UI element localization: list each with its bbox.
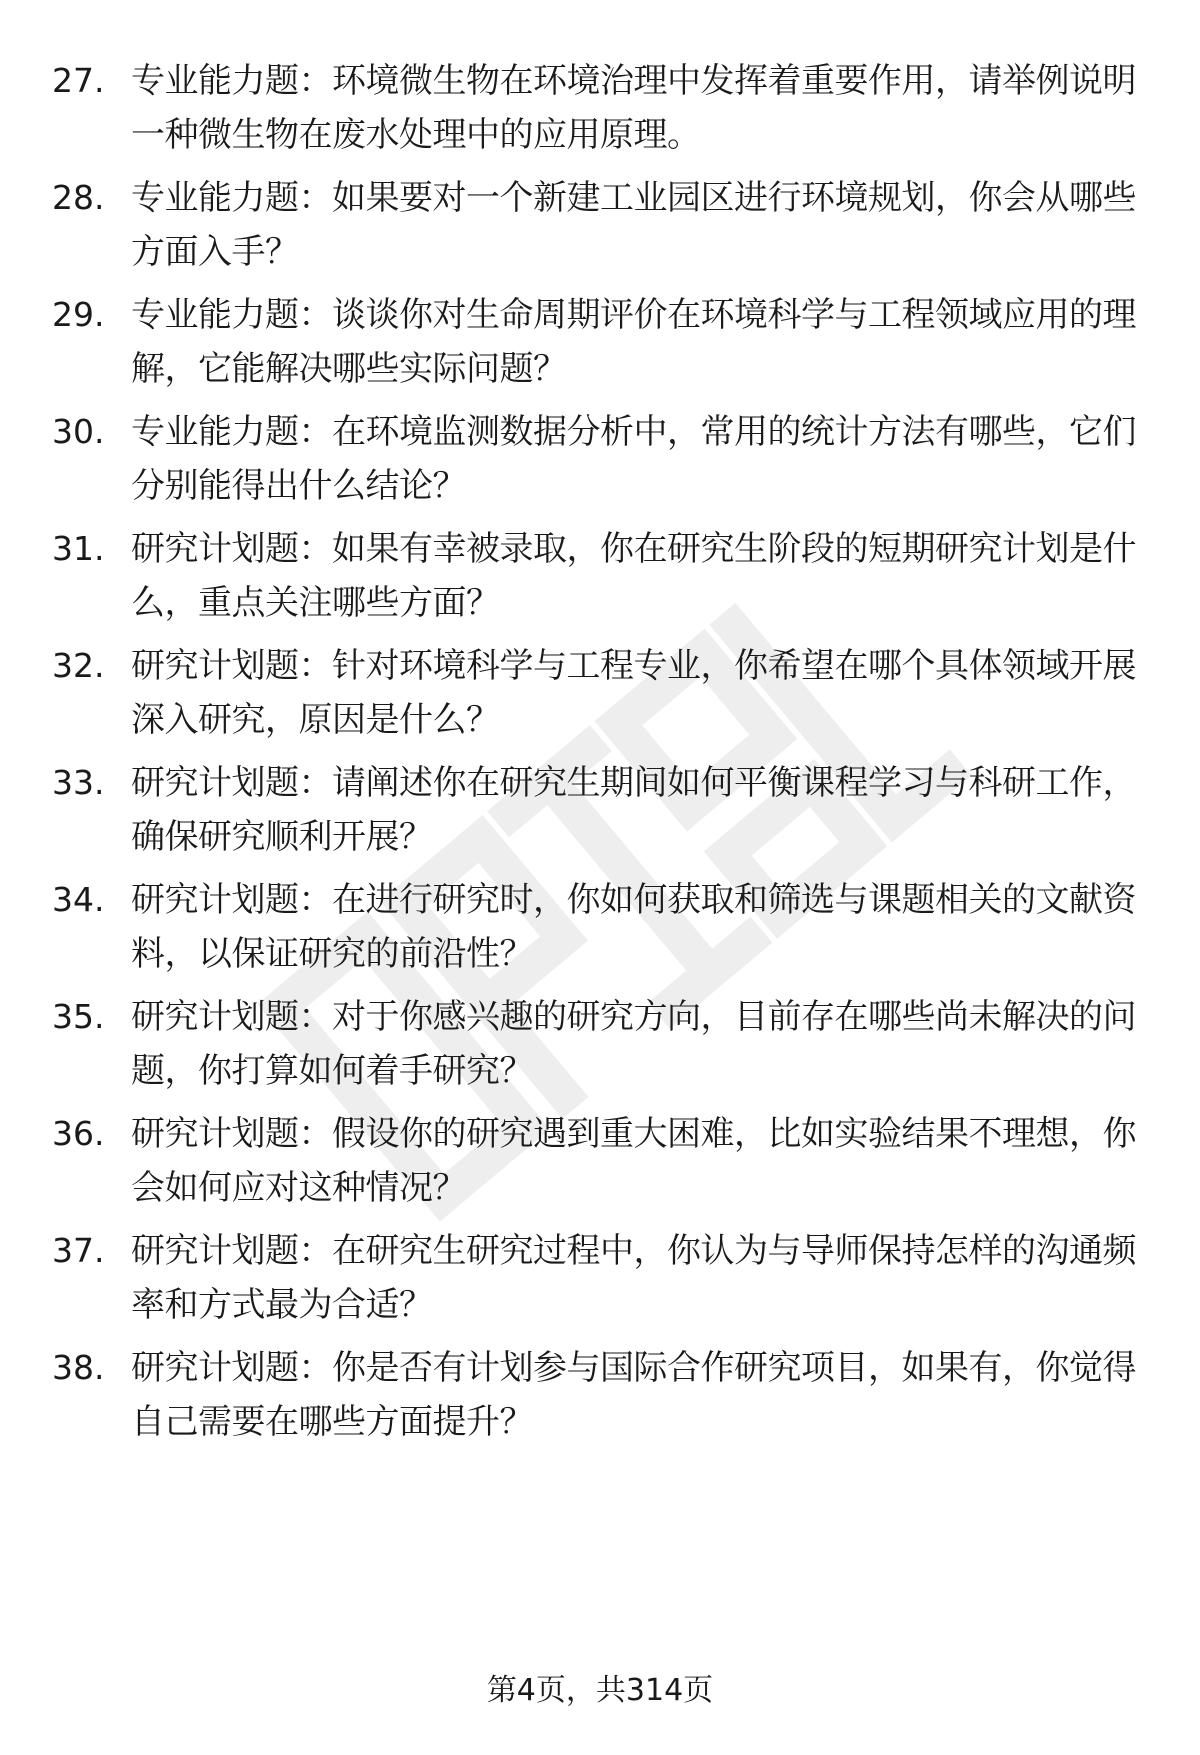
question-text: 专业能力题：环境微生物在环境治理中发挥着重要作用，请举例说明一种微生物在废水处理中的应用原理。 [131,61,1136,155]
question-text: 研究计划题：假设你的研究遇到重大困难，比如实验结果不理想，你会如何应对这种情况？ [131,1114,1136,1208]
question-item [52,756,1152,873]
question-number: 31. [52,529,105,568]
question-text: 研究计划题：在进行研究时，你如何获取和筛选与课题相关的文献资料，以保证研究的前沿性？ [131,880,1136,974]
question-text: 研究计划题：针对环境科学与工程专业，你希望在哪个具体领域开展深入研究，原因是什么？ [131,646,1136,740]
question-text: 研究计划题：在研究生研究过程中，你认为与导师保持怎样的沟通频率和方式最为合适？ [131,1231,1136,1325]
question-number: 34. [52,880,105,919]
question-item [52,171,1152,288]
question-number: 36. [52,1114,105,1153]
question-text: 专业能力题：谈谈你对生命周期评价在环境科学与工程领域应用的理解，它能解决哪些实际问题？ [131,295,1136,389]
question-item [52,1107,1152,1224]
question-text: 专业能力题：如果要对一个新建工业园区进行环境规划，你会从哪些方面入手？ [131,178,1136,272]
question-item [52,54,1152,171]
question-number: 29. [52,295,105,334]
question-number: 38. [52,1348,105,1387]
question-text: 研究计划题：请阐述你在研究生期间如何平衡课程学习与科研工作，确保研究顺利开展？ [131,763,1136,857]
question-number: 37. [52,1231,105,1270]
question-item [52,405,1152,522]
question-number: 33. [52,763,105,802]
question-item [52,1224,1152,1341]
question-text: 研究计划题：对于你感兴趣的研究方向，目前存在哪些尚未解决的问题，你打算如何着手研究？ [131,997,1136,1091]
question-item [52,990,1152,1107]
question-item [52,873,1152,990]
question-item [52,522,1152,639]
page-footer: 第4页，共314页 [486,1673,714,1708]
question-item [52,288,1152,405]
question-text: 研究计划题：你是否有计划参与国际合作研究项目，如果有，你觉得自己需要在哪些方面提升？ [131,1348,1136,1442]
question-number: 32. [52,646,105,685]
question-item [52,639,1152,756]
question-number: 30. [52,412,105,451]
question-text: 专业能力题：在环境监测数据分析中，常用的统计方法有哪些，它们分别能得出什么结论？ [131,412,1136,506]
question-number: 27. [52,61,105,100]
question-number: 35. [52,997,105,1036]
question-number: 28. [52,178,105,217]
question-list [52,54,1152,1458]
question-text: 研究计划题：如果有幸被录取，你在研究生阶段的短期研究计划是什么，重点关注哪些方面？ [131,529,1136,623]
question-item [52,1341,1152,1458]
